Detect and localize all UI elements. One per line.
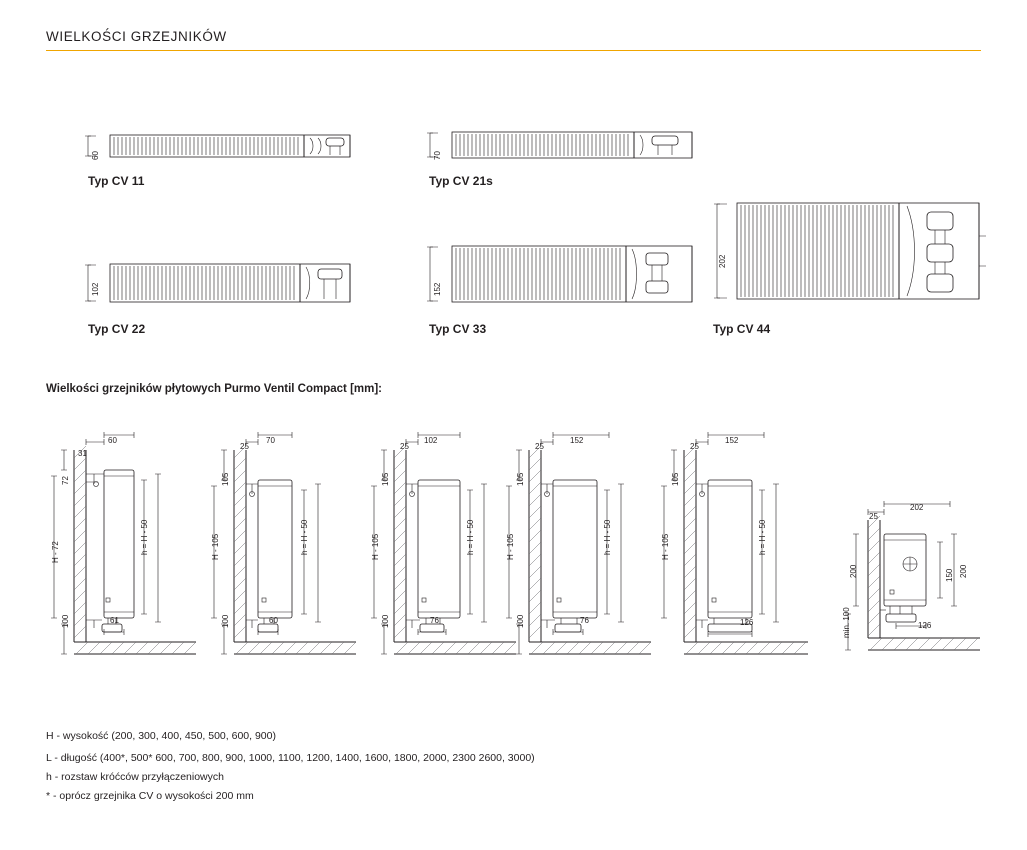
dim-cv33-depth: 152 xyxy=(433,282,442,296)
dim-fig3-bottomwidth: 76 xyxy=(430,616,439,625)
dim-fig3-wallgap: 25 xyxy=(400,442,409,451)
dim-cv22-depth: 102 xyxy=(91,282,100,296)
dim-fig4-total: H - 105 xyxy=(506,533,515,560)
legend-line-spacing: h - rozstaw króćców przyłączeniowych xyxy=(46,771,224,783)
dim-fig2-wallgap: 25 xyxy=(240,442,249,451)
dim-fig3-floorgap: 100 xyxy=(381,614,390,628)
dim-fig1-wallgap: 31 xyxy=(78,449,87,458)
dim-fig1-topoffset: 72 xyxy=(61,476,70,485)
dimension-figure-cv21s xyxy=(206,432,366,667)
label-cv11: Typ CV 11 xyxy=(88,174,145,188)
dim-fig6-bottomwidth: 126 xyxy=(918,621,932,630)
label-cv33: Typ CV 33 xyxy=(429,322,487,336)
dim-fig4-topoffset: 105 xyxy=(516,472,525,486)
dim-cv44-depth: 202 xyxy=(718,254,727,268)
dim-fig2-bottomwidth: 60 xyxy=(269,616,278,625)
dim-fig5-topoffset: 105 xyxy=(671,472,680,486)
dim-fig5-bottomwidth: 126 xyxy=(740,618,754,627)
legend-line-height: H - wysokość (200, 300, 400, 450, 500, 600, 900) xyxy=(46,730,276,742)
dim-fig3-total: H - 105 xyxy=(371,533,380,560)
dim-fig2-floorgap: 100 xyxy=(221,614,230,628)
dim-fig1-total: H - 72 xyxy=(51,541,60,563)
dim-fig6-floorgap: min. 100 xyxy=(842,607,851,638)
dim-fig3-depth: 102 xyxy=(424,436,438,445)
label-cv22: Typ CV 22 xyxy=(88,322,146,336)
dim-fig4-depth: 152 xyxy=(570,436,584,445)
cross-section-cv22-drawing xyxy=(78,255,368,311)
dim-fig4-bottomwidth: 76 xyxy=(580,616,589,625)
dim-fig3-topoffset: 105 xyxy=(381,472,390,486)
cross-section-cv11-drawing xyxy=(78,128,368,168)
dim-fig1-h: h = H - 50 xyxy=(140,519,149,555)
dim-fig2-total: H - 105 xyxy=(211,533,220,560)
legend-line-footnote: * - oprócz grzejnika CV o wysokości 200 mm xyxy=(46,790,254,802)
dim-fig3-h: h = H - 50 xyxy=(466,519,475,555)
dim-cv21s-depth: 70 xyxy=(433,151,442,160)
dimension-figure-cv11 xyxy=(46,432,206,667)
dimension-figure-cv33 xyxy=(501,432,661,667)
dim-fig4-floorgap: 100 xyxy=(516,614,525,628)
dim-fig2-depth: 70 xyxy=(266,436,275,445)
cross-section-cv33-drawing xyxy=(420,237,710,311)
title-divider xyxy=(46,50,981,51)
dimension-figure-cv-200 xyxy=(840,498,990,666)
dim-fig2-h: h = H - 50 xyxy=(300,519,309,555)
dim-fig5-h: h = H - 50 xyxy=(758,519,767,555)
dim-fig5-depth: 152 xyxy=(725,436,739,445)
dim-fig6-innerheight: 150 xyxy=(945,568,954,582)
dim-cv11-depth: 60 xyxy=(91,151,100,160)
legend-line-length: L - długość (400*, 500* 600, 700, 800, 900, 1000, 1100, 1200, 1400, 1600, 1800, 2000, 2300 2600, 3000) xyxy=(46,752,535,764)
dim-fig6-wallgap: 25 xyxy=(869,512,878,521)
dim-fig5-total: H - 105 xyxy=(661,533,670,560)
dim-fig6-outerheight: 200 xyxy=(959,564,968,578)
cross-section-cv21s-drawing xyxy=(420,124,710,168)
dim-fig5-wallgap: 25 xyxy=(690,442,699,451)
dim-fig4-wallgap: 25 xyxy=(535,442,544,451)
dim-fig1-depth: 60 xyxy=(108,436,117,445)
dim-fig2-topoffset: 105 xyxy=(221,472,230,486)
label-cv44: Typ CV 44 xyxy=(713,322,771,336)
page-title: WIELKOŚCI GRZEJNIKÓW xyxy=(46,29,227,44)
cross-section-cv44-drawing xyxy=(705,192,990,312)
dim-fig6-depth: 202 xyxy=(910,503,924,512)
dim-fig6-total: 200 xyxy=(849,564,858,578)
dim-fig1-floorgap: 100 xyxy=(61,614,70,628)
label-cv21s: Typ CV 21s xyxy=(429,174,493,188)
dimension-figure-cv44 xyxy=(656,432,816,667)
dimensions-section-heading: Wielkości grzejników płytowych Purmo Ventil Compact [mm]: xyxy=(46,383,383,395)
dim-fig4-h: h = H - 50 xyxy=(603,519,612,555)
dim-fig1-bottomwidth: 61 xyxy=(110,616,119,625)
